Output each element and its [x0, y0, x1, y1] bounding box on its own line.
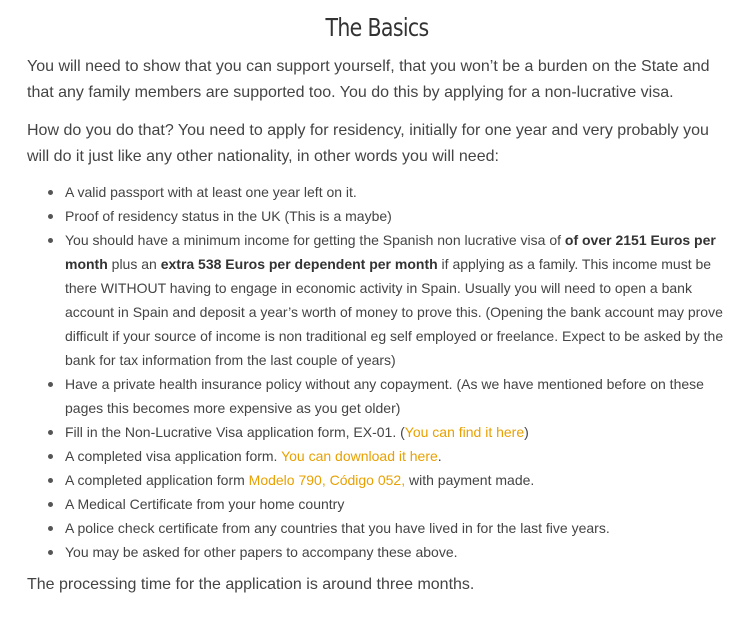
modelo-text: A completed application form	[65, 472, 249, 488]
income-text-3: if applying as a family. This income must be there WITHOUT having to engage in economic activity in Spain. Usually you will need to open a bank account in Spain and deposit a year’s worth of money to prove this. (Opening the bank account may prove difficult if your source of income is non traditional eg self employed or freelance. Expect to be asked by the bank for tax information from the last couple of years)	[65, 256, 724, 368]
modelo-790-link[interactable]: Modelo 790, Código 052,	[248, 472, 406, 488]
visa-app-text-end: .	[437, 448, 442, 464]
intro-paragraph: You will need to show that you can support yourself, that you won’t be a burden on the State and that any family members are supported too. You do this by applying for a non-lucrative visa.	[27, 58, 710, 101]
list-item-medical-certificate: A Medical Certificate from your home country	[65, 492, 727, 516]
question-paragraph: How do you do that? You need to apply for residency, initially for one year and very probably you will do it just like any other nationality, in other words you will need:	[27, 122, 709, 165]
list-item-income	[65, 228, 727, 372]
find-form-link[interactable]: You can find it here	[404, 424, 525, 440]
visa-app-text: A completed visa application form.	[65, 448, 282, 464]
form-text-end: )	[524, 424, 529, 440]
modelo-text-end: with payment made.	[405, 472, 535, 488]
list-item-modelo-790	[65, 468, 727, 492]
download-form-link[interactable]: You can download it here	[281, 448, 438, 464]
requirements-list	[27, 180, 727, 564]
section-title: The Basics	[325, 13, 429, 42]
list-item-other-papers: You may be asked for other papers to accompany these above.	[65, 540, 727, 564]
list-item-application-form	[65, 420, 727, 444]
list-item-residency-proof: Proof of residency status in the UK (This is a maybe)	[65, 204, 727, 228]
list-item-passport: A valid passport with at least one year left on it.	[65, 180, 727, 204]
dependent-amount: extra 538 Euros per dependent per month	[160, 256, 438, 272]
list-item-visa-application	[65, 444, 727, 468]
article-content	[27, 0, 727, 598]
income-amount: of over 2151 Euros per month	[65, 232, 716, 272]
income-text-2: plus an	[107, 256, 161, 272]
list-item-police-check: A police check certificate from any countries that you have lived in for the last five years.	[65, 516, 727, 540]
income-text-1: You should have a minimum income for getting the Spanish non lucrative visa of	[65, 232, 565, 248]
list-item-insurance: Have a private health insurance policy without any copayment. (As we have mentioned before on these pages this becomes more expensive as you get older)	[65, 372, 727, 420]
processing-time-paragraph: The processing time for the application is around three months.	[27, 576, 475, 593]
form-text: Fill in the Non-Lucrative Visa application form, EX-01. (	[65, 424, 405, 440]
